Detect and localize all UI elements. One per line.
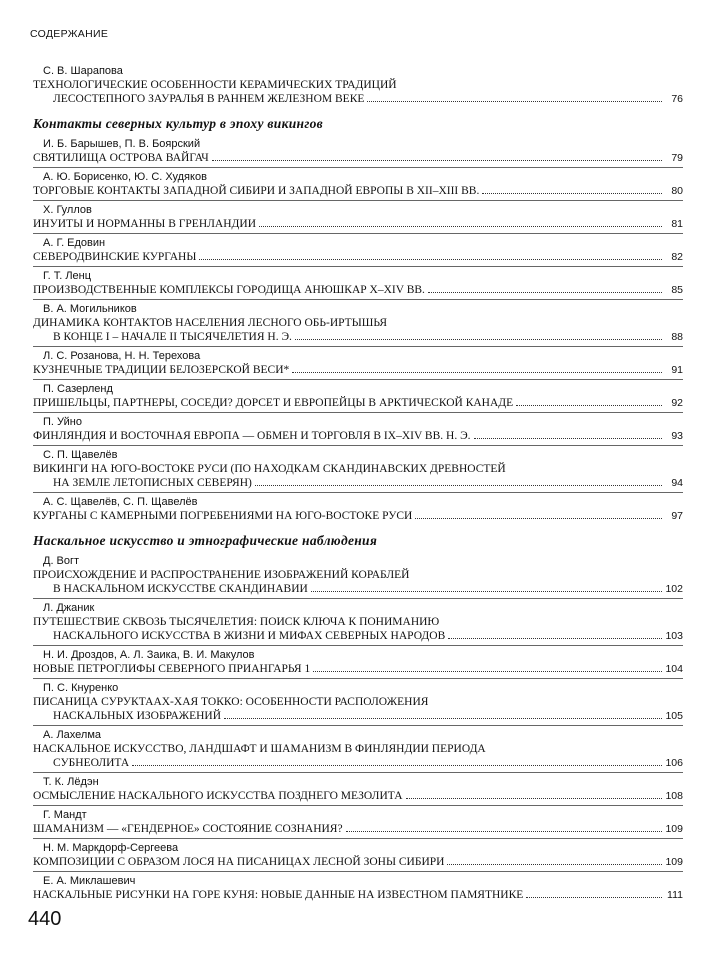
entry-authors: С. В. Шарапова (43, 65, 123, 77)
entry-title-line: ТЕХНОЛОГИЧЕСКИЕ ОСОБЕННОСТИ КЕРАМИЧЕСКИХ ТРАДИЦИЙ (33, 79, 397, 91)
entry-authors: С. П. Щавелёв (43, 449, 118, 461)
entry-authors: И. Б. Барышев, П. В. Боярский (43, 138, 201, 150)
entry-page-number: 85 (671, 284, 683, 296)
toc-entry (33, 135, 683, 167)
entry-page-number: 109 (665, 856, 683, 868)
entry-title-line: ЛЕСОСТЕПНОГО ЗАУРАЛЬЯ В РАННЕМ ЖЕЛЕЗНОМ ВЕКЕ (53, 93, 365, 105)
toc-entry (33, 346, 683, 379)
entry-page-number: 106 (665, 757, 683, 769)
entry-title-line: ОСМЫСЛЕНИЕ НАСКАЛЬНОГО ИСКУССТВА ПОЗДНЕГО МЕЗОЛИТА (33, 790, 403, 802)
entry-title-line: НОВЫЕ ПЕТРОГЛИФЫ СЕВЕРНОГО ПРИАНГАРЬЯ 1 (33, 663, 311, 675)
dot-leader (224, 718, 662, 719)
entry-authors: Л. Джаник (43, 602, 95, 614)
entry-title-line: СЕВЕРОДВИНСКИЕ КУРГАНЫ (33, 251, 197, 263)
entry-authors: Г. Т. Ленц (43, 270, 92, 282)
dot-leader (292, 372, 662, 373)
entry-title-line: СВЯТИЛИЩА ОСТРОВА ВАЙГАЧ (33, 152, 209, 164)
dot-leader (415, 518, 662, 519)
toc-entry (33, 233, 683, 266)
entry-page-number: 94 (671, 477, 683, 489)
entry-page-number: 109 (665, 823, 683, 835)
entry-authors: П. С. Кнуренко (43, 682, 119, 694)
dot-leader (448, 638, 662, 639)
entry-authors: Д. Вогт (43, 555, 80, 567)
dot-leader (311, 591, 662, 592)
entry-title-line: КУЗНЕЧНЫЕ ТРАДИЦИИ БЕЛОЗЕРСКОЙ ВЕСИ* (33, 364, 290, 376)
entry-authors: П. Сазерленд (43, 383, 113, 395)
entry-title-line: ШАМАНИЗМ — «ГЕНДЕРНОЕ» СОСТОЯНИЕ СОЗНАНИЯ? (33, 823, 343, 835)
entry-page-number: 82 (671, 251, 683, 263)
dot-leader (367, 101, 662, 102)
entry-page-number: 91 (671, 364, 683, 376)
dot-leader (295, 339, 662, 340)
entry-authors: В. А. Могильников (43, 303, 137, 315)
entry-page-number: 92 (671, 397, 683, 409)
dot-leader (255, 485, 662, 486)
entry-title-line: НА ЗЕМЛЕ ЛЕТОПИСНЫХ СЕВЕРЯН) (53, 477, 252, 489)
table-of-contents (33, 62, 683, 904)
entry-authors: А. Лахелма (43, 729, 102, 741)
entry-title-line: ПИСАНИЦА СУРУКТААХ-ХАЯ ТОККО: ОСОБЕННОСТИ РАСПОЛОЖЕНИЯ (33, 696, 429, 708)
entry-page-number: 108 (665, 790, 683, 802)
entry-title-line: НАСКАЛЬНОЕ ИСКУССТВО, ЛАНДШАФТ И ШАМАНИЗМ В ФИНЛЯНДИИ ПЕРИОДА (33, 743, 486, 755)
entry-title-line: ФИНЛЯНДИЯ И ВОСТОЧНАЯ ЕВРОПА — ОБМЕН И ТОРГОВЛЯ В IX–XIV ВВ. Н. Э. (33, 430, 471, 442)
page-number: 440 (28, 908, 62, 930)
toc-entry (33, 838, 683, 871)
dot-leader (516, 405, 662, 406)
entry-page-number: 79 (671, 152, 683, 164)
entry-authors: А. Ю. Борисенко, Ю. С. Худяков (43, 171, 207, 183)
toc-entry (33, 725, 683, 772)
dot-leader (447, 864, 662, 865)
toc-entry (33, 200, 683, 233)
dot-leader (474, 438, 662, 439)
entry-authors: Н. М. Маркдорф-Сергеева (43, 842, 179, 854)
entry-title-line: СУБНЕОЛИТА (53, 757, 130, 769)
entry-authors: А. С. Щавелёв, С. П. Щавелёв (43, 496, 198, 508)
entry-title-line: ВИКИНГИ НА ЮГО-ВОСТОКЕ РУСИ (ПО НАХОДКАМ СКАНДИНАВСКИХ ДРЕВНОСТЕЙ (33, 463, 506, 475)
entry-page-number: 81 (671, 218, 683, 230)
entry-title-line: В КОНЦЕ I – НАЧАЛЕ II ТЫСЯЧЕЛЕТИЯ Н. Э. (53, 331, 292, 343)
entry-title-line: ПУТЕШЕСТВИЕ СКВОЗЬ ТЫСЯЧЕЛЕТИЯ: ПОИСК КЛЮЧА К ПОНИМАНИЮ (33, 616, 440, 628)
entry-page-number: 104 (665, 663, 683, 675)
toc-entry (33, 772, 683, 805)
dot-leader (199, 259, 662, 260)
dot-leader (313, 671, 662, 672)
toc-entry (33, 266, 683, 299)
toc-entry (33, 678, 683, 725)
entry-page-number: 97 (671, 510, 683, 522)
dot-leader (406, 798, 662, 799)
dot-leader (526, 897, 662, 898)
entry-page-number: 105 (665, 710, 683, 722)
entry-authors: А. Г. Едовин (43, 237, 106, 249)
toc-entry (33, 492, 683, 525)
entry-authors: Х. Гуллов (43, 204, 92, 216)
entry-title-line: НАСКАЛЬНЫХ ИЗОБРАЖЕНИЙ (53, 710, 222, 722)
toc-entry (33, 598, 683, 645)
dot-leader (259, 226, 662, 227)
entry-authors: Е. А. Миклашевич (43, 875, 136, 887)
entry-title-line: В НАСКАЛЬНОМ ИСКУССТВЕ СКАНДИНАВИИ (53, 583, 308, 595)
entry-title-line: ИНУИТЫ И НОРМАННЫ В ГРЕНЛАНДИИ (33, 218, 256, 230)
entry-authors: Л. С. Розанова, Н. Н. Терехова (43, 350, 201, 362)
entry-title-line: ПРОИЗВОДСТВЕННЫЕ КОМПЛЕКСЫ ГОРОДИЩА АНЮШКАР X–XIV ВВ. (33, 284, 425, 296)
toc-entry (33, 445, 683, 492)
entry-page-number: 102 (665, 583, 683, 595)
entry-title-line: ТОРГОВЫЕ КОНТАКТЫ ЗАПАДНОЙ СИБИРИ И ЗАПАДНОЙ ЕВРОПЫ В XII–XIII ВВ. (33, 185, 480, 197)
toc-entry (33, 645, 683, 678)
toc-entry (33, 805, 683, 838)
running-header: СОДЕРЖАНИЕ (30, 28, 109, 40)
entry-title-line: КУРГАНЫ С КАМЕРНЫМИ ПОГРЕБЕНИЯМИ НА ЮГО-ВОСТОКЕ РУСИ (33, 510, 413, 522)
toc-entry (33, 62, 683, 108)
entry-page-number: 111 (667, 889, 683, 901)
dot-leader (132, 765, 662, 766)
dot-leader (346, 831, 662, 832)
entry-authors: Н. И. Дроздов, А. Л. Заика, В. И. Макулов (43, 649, 255, 661)
toc-entry (33, 412, 683, 445)
entry-page-number: 80 (671, 185, 683, 197)
entry-title-line: ДИНАМИКА КОНТАКТОВ НАСЕЛЕНИЯ ЛЕСНОГО ОБЬ-ИРТЫШЬЯ (33, 317, 387, 329)
toc-entry (33, 299, 683, 346)
entry-authors: П. Уйно (43, 416, 82, 428)
toc-entry (33, 871, 683, 904)
entry-page-number: 103 (665, 630, 683, 642)
entry-authors: Г. Мандт (43, 809, 87, 821)
entry-title-line: ПРОИСХОЖДЕНИЕ И РАСПРОСТРАНЕНИЕ ИЗОБРАЖЕНИЙ КОРАБЛЕЙ (33, 569, 410, 581)
entry-page-number: 93 (671, 430, 683, 442)
entry-page-number: 76 (671, 93, 683, 105)
section-heading: Наскальное искусство и этнографические наблюдения (33, 533, 378, 548)
entry-title-line: ПРИШЕЛЬЦЫ, ПАРТНЕРЫ, СОСЕДИ? ДОРСЕТ И ЕВРОПЕЙЦЫ В АРКТИЧЕСКОЙ КАНАДЕ (33, 397, 514, 409)
toc-entry (33, 379, 683, 412)
entry-title-line: НАСКАЛЬНЫЕ РИСУНКИ НА ГОРЕ КУНЯ: НОВЫЕ ДАННЫЕ НА ИЗВЕСТНОМ ПАМЯТНИКЕ (33, 889, 524, 901)
entry-page-number: 88 (671, 331, 683, 343)
toc-entry (33, 552, 683, 598)
entry-authors: Т. К. Лёдэн (43, 776, 99, 788)
dot-leader (212, 160, 662, 161)
dot-leader (482, 193, 662, 194)
entry-title-line: НАСКАЛЬНОГО ИСКУССТВА В ЖИЗНИ И МИФАХ СЕВЕРНЫХ НАРОДОВ (53, 630, 446, 642)
entry-title-line: КОМПОЗИЦИИ С ОБРАЗОМ ЛОСЯ НА ПИСАНИЦАХ ЛЕСНОЙ ЗОНЫ СИБИРИ (33, 856, 445, 868)
toc-entry (33, 167, 683, 200)
dot-leader (428, 292, 662, 293)
section-heading: Контакты северных культур в эпоху викингов (33, 116, 323, 131)
